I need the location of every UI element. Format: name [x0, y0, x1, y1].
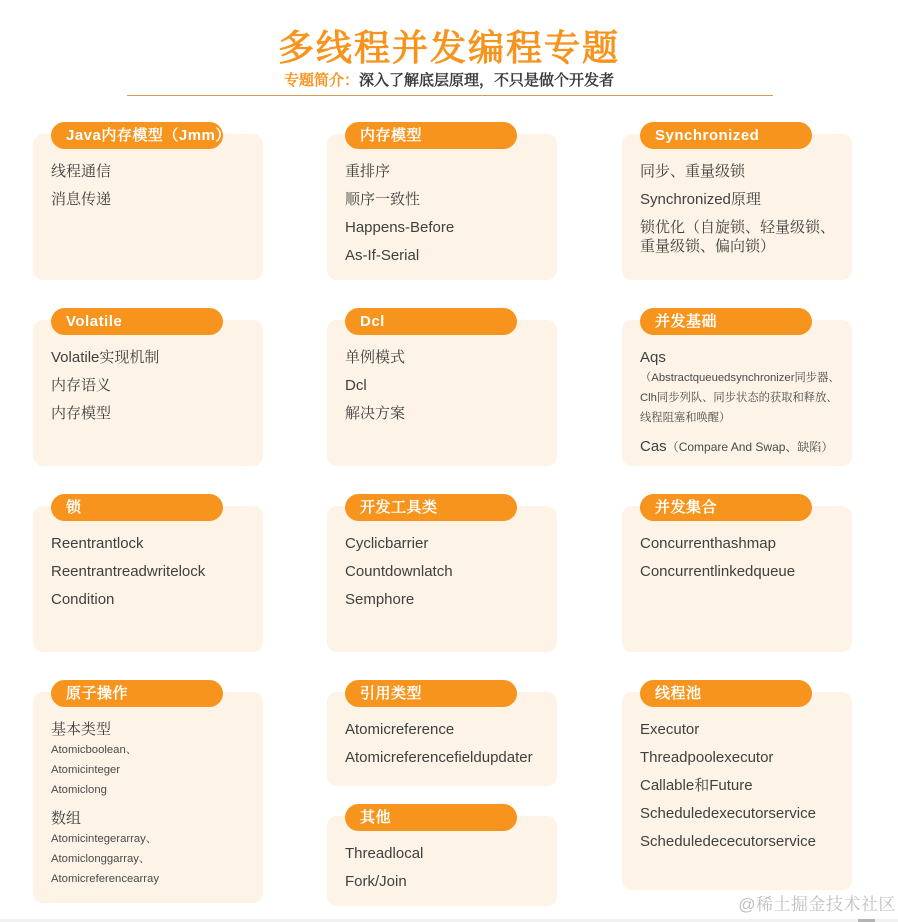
list-item: 数组	[51, 810, 82, 827]
list-item: Threadpoolexecutor	[640, 749, 774, 766]
card-volatile-title: Volatile	[66, 313, 123, 330]
list-item: Concurrenthashmap	[640, 535, 776, 552]
card-reference-types-header-pill	[345, 680, 517, 707]
card-lock-header-pill	[51, 494, 223, 521]
list-item: 顺序一致性	[345, 191, 421, 208]
card-thread-pool-header-pill	[640, 680, 812, 707]
list-item: 单例模式	[345, 349, 406, 366]
list-item: 线程阻塞和唤醒）	[640, 412, 731, 424]
list-item: Synchronized原理	[640, 191, 761, 208]
list-item: Scheduledexecutorservice	[640, 805, 816, 822]
card-lock	[33, 499, 263, 652]
card-volatile	[33, 313, 263, 466]
card-atomic-ops-header-pill	[51, 680, 223, 707]
card-others-header-pill	[345, 804, 517, 831]
list-item: Concurrentlinkedqueue	[640, 563, 796, 580]
card-jmm	[33, 127, 263, 280]
list-item: （Abstractqueuedsynchronizer同步器、	[640, 372, 840, 384]
card-concurrency-basics-header-pill	[640, 308, 812, 335]
list-item: Atomicreference	[345, 721, 455, 738]
card-atomic-ops	[33, 685, 263, 903]
list-item: As-If-Serial	[345, 247, 420, 264]
card-others	[327, 809, 557, 906]
card-concurrent-collections-header-pill	[640, 494, 812, 521]
card-jmm-title: Java内存模型（Jmm）	[66, 127, 231, 144]
list-item: Reentrantreadwritelock	[51, 563, 206, 580]
list-item: 线程通信	[51, 163, 112, 180]
card-atomic-ops-title: 原子操作	[66, 685, 129, 702]
column-right	[622, 127, 852, 922]
list-item	[640, 437, 842, 457]
column-left	[33, 127, 263, 922]
list-item: Dcl	[345, 377, 367, 394]
card-dev-tools-header-pill	[345, 494, 517, 521]
list-item: Executor	[640, 721, 700, 738]
card-jmm-header-pill	[51, 122, 231, 149]
list-item: 重排序	[345, 163, 391, 180]
subtitle-text: 深入了解底层原理，不只是做个开发者	[359, 72, 615, 89]
card-thread-pool-title: 线程池	[655, 685, 702, 702]
list-item: Fork/Join	[345, 873, 407, 890]
list-item: Cyclicbarrier	[345, 535, 429, 552]
list-item: 解决方案	[345, 405, 406, 422]
list-item: Atomicreferencearray	[51, 873, 159, 885]
card-dev-tools	[327, 499, 557, 652]
list-item: Threadlocal	[345, 845, 424, 862]
card-dev-tools-title: 开发工具类	[360, 499, 438, 516]
card-memory-model-title: 内存模型	[360, 127, 423, 144]
list-item: 内存语义	[51, 377, 112, 394]
subtitle-label: 专题简介：	[283, 72, 359, 89]
list-item: 同步、重量级锁	[640, 163, 746, 180]
cas-label: Cas	[640, 438, 667, 455]
list-item: Clh同步列队、同步状态的获取和释放、	[640, 392, 838, 404]
list-item: Atomicboolean、	[51, 744, 138, 756]
card-thread-pool	[622, 685, 852, 890]
card-memory-model	[327, 127, 557, 280]
list-item: Happens-Before	[345, 219, 455, 236]
card-memory-model-header-pill	[345, 122, 517, 149]
card-volatile-header-pill	[51, 308, 223, 335]
list-item: 锁优化（自旋锁、轻量级锁、重量级锁、偏向锁）	[640, 219, 836, 255]
card-reference-types-title: 引用类型	[360, 685, 423, 702]
watermark-text: @稀土掘金技术社区	[738, 895, 896, 914]
list-item: Atomiclong	[51, 784, 107, 796]
card-synchronized-header-pill	[640, 122, 812, 149]
list-item: Volatile实现机制	[51, 349, 160, 366]
card-concurrent-collections	[622, 499, 852, 652]
list-item: 内存模型	[51, 405, 112, 422]
card-synchronized	[622, 127, 852, 280]
list-item: Atomicreferencefieldupdater	[345, 749, 533, 766]
list-item: Aqs	[640, 349, 666, 366]
list-item: Semphore	[345, 591, 415, 608]
card-dcl	[327, 313, 557, 466]
header-divider	[127, 95, 773, 96]
card-concurrency-basics	[622, 313, 852, 466]
list-item: Atomicintegerarray、	[51, 833, 158, 845]
card-others-title: 其他	[360, 809, 392, 826]
list-item: Condition	[51, 591, 115, 608]
list-item: 消息传递	[51, 191, 112, 208]
list-item: Callable和Future	[640, 777, 753, 794]
card-concurrency-basics-title: 并发基础	[655, 313, 718, 330]
list-item: Countdownlatch	[345, 563, 453, 580]
cas-detail: （Compare And Swap、缺陷）	[666, 440, 834, 454]
page-subtitle	[0, 69, 898, 90]
card-reference-types	[327, 685, 557, 786]
card-synchronized-title: Synchronized	[655, 127, 760, 144]
column-middle	[327, 127, 557, 922]
card-concurrent-collections-title: 并发集合	[655, 499, 718, 516]
card-dcl-header-pill	[345, 308, 517, 335]
list-item: Atomiclonggarray、	[51, 853, 151, 865]
card-dcl-title: Dcl	[360, 313, 385, 330]
list-item: Scheduledececutorservice	[640, 833, 816, 850]
list-item: 基本类型	[51, 721, 112, 738]
card-lock-title: 锁	[66, 499, 82, 516]
page-title: 多线程并发编程专题	[277, 27, 620, 68]
list-item: Atomicinteger	[51, 764, 121, 776]
list-item: Reentrantlock	[51, 535, 144, 552]
